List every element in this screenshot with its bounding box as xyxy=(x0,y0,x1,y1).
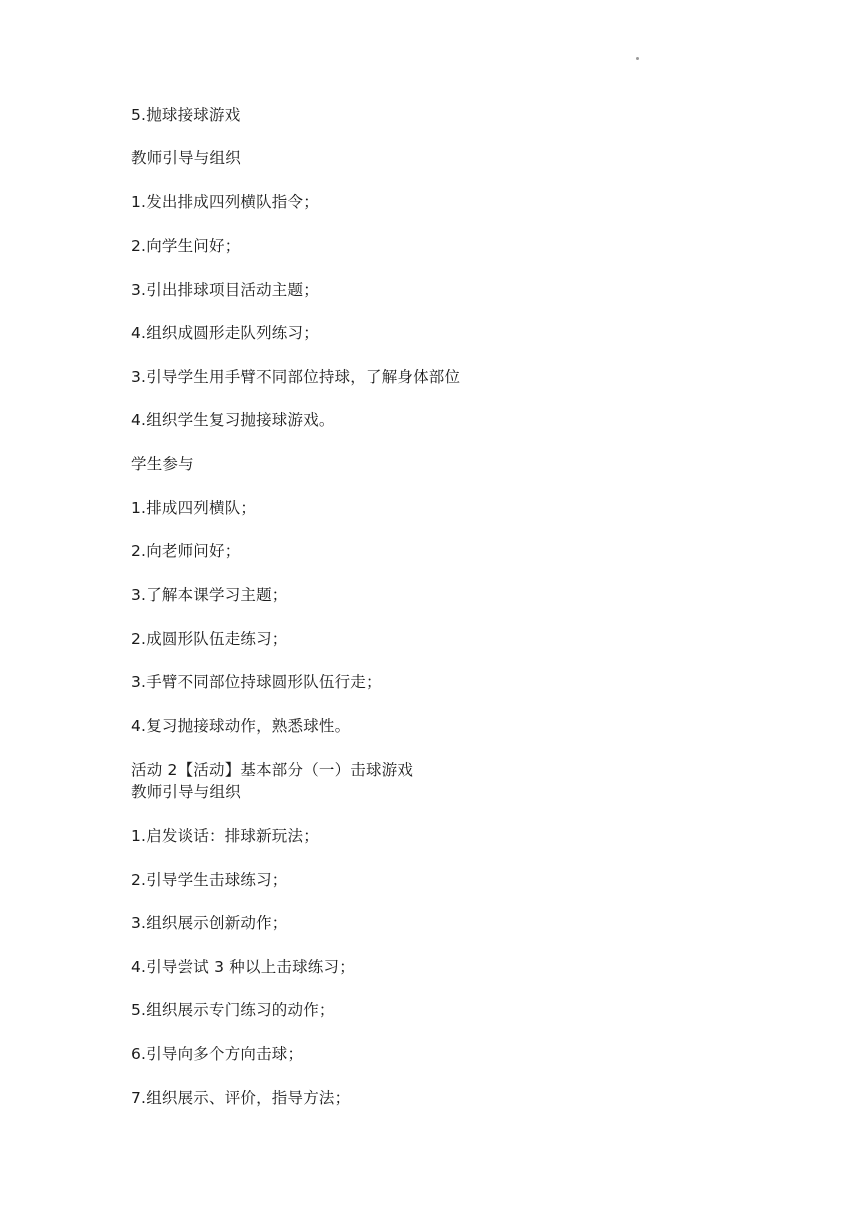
line-student-1: 1.排成四列横队； xyxy=(131,499,257,517)
line-teacher-6: 4.组织学生复习抛接球游戏。 xyxy=(131,411,335,429)
line-teacher-heading-2: 教师引导与组织 xyxy=(131,783,241,801)
line-student-2: 2.向老师问好； xyxy=(131,542,241,560)
line-activity-7: 7.组织展示、评价，指导方法； xyxy=(131,1089,351,1107)
line-student-5: 3.手臂不同部位持球圆形队伍行走； xyxy=(131,673,382,691)
line-activity-6: 6.引导向多个方向击球； xyxy=(131,1045,304,1063)
line-student-3: 3.了解本课学习主题； xyxy=(131,586,288,604)
line-teacher-3: 3.引出排球项目活动主题； xyxy=(131,281,319,299)
header-dot-mark xyxy=(636,57,639,60)
line-teacher-2: 2.向学生问好； xyxy=(131,237,241,255)
line-student-heading: 学生参与 xyxy=(131,455,194,473)
line-activity-heading: 活动 2【活动】基本部分（一）击球游戏 xyxy=(131,761,414,779)
line-activity-4: 4.引导尝试 3 种以上击球练习； xyxy=(131,958,355,976)
line-activity-2: 2.引导学生击球练习； xyxy=(131,871,288,889)
line-student-6: 4.复习抛接球动作，熟悉球性。 xyxy=(131,717,351,735)
line-teacher-1: 1.发出排成四列横队指令； xyxy=(131,193,319,211)
line-teacher-heading: 教师引导与组织 xyxy=(131,149,241,167)
line-activity-3: 3.组织展示创新动作； xyxy=(131,914,288,932)
line-activity-5: 5.组织展示专门练习的动作； xyxy=(131,1001,335,1019)
line-game-item: 5.抛球接球游戏 xyxy=(131,106,241,124)
line-teacher-5: 3.引导学生用手臂不同部位持球，了解身体部位 xyxy=(131,368,461,386)
line-teacher-4: 4.组织成圆形走队列练习； xyxy=(131,324,319,342)
line-student-4: 2.成圆形队伍走练习； xyxy=(131,630,288,648)
line-activity-1: 1.启发谈话：排球新玩法； xyxy=(131,827,319,845)
